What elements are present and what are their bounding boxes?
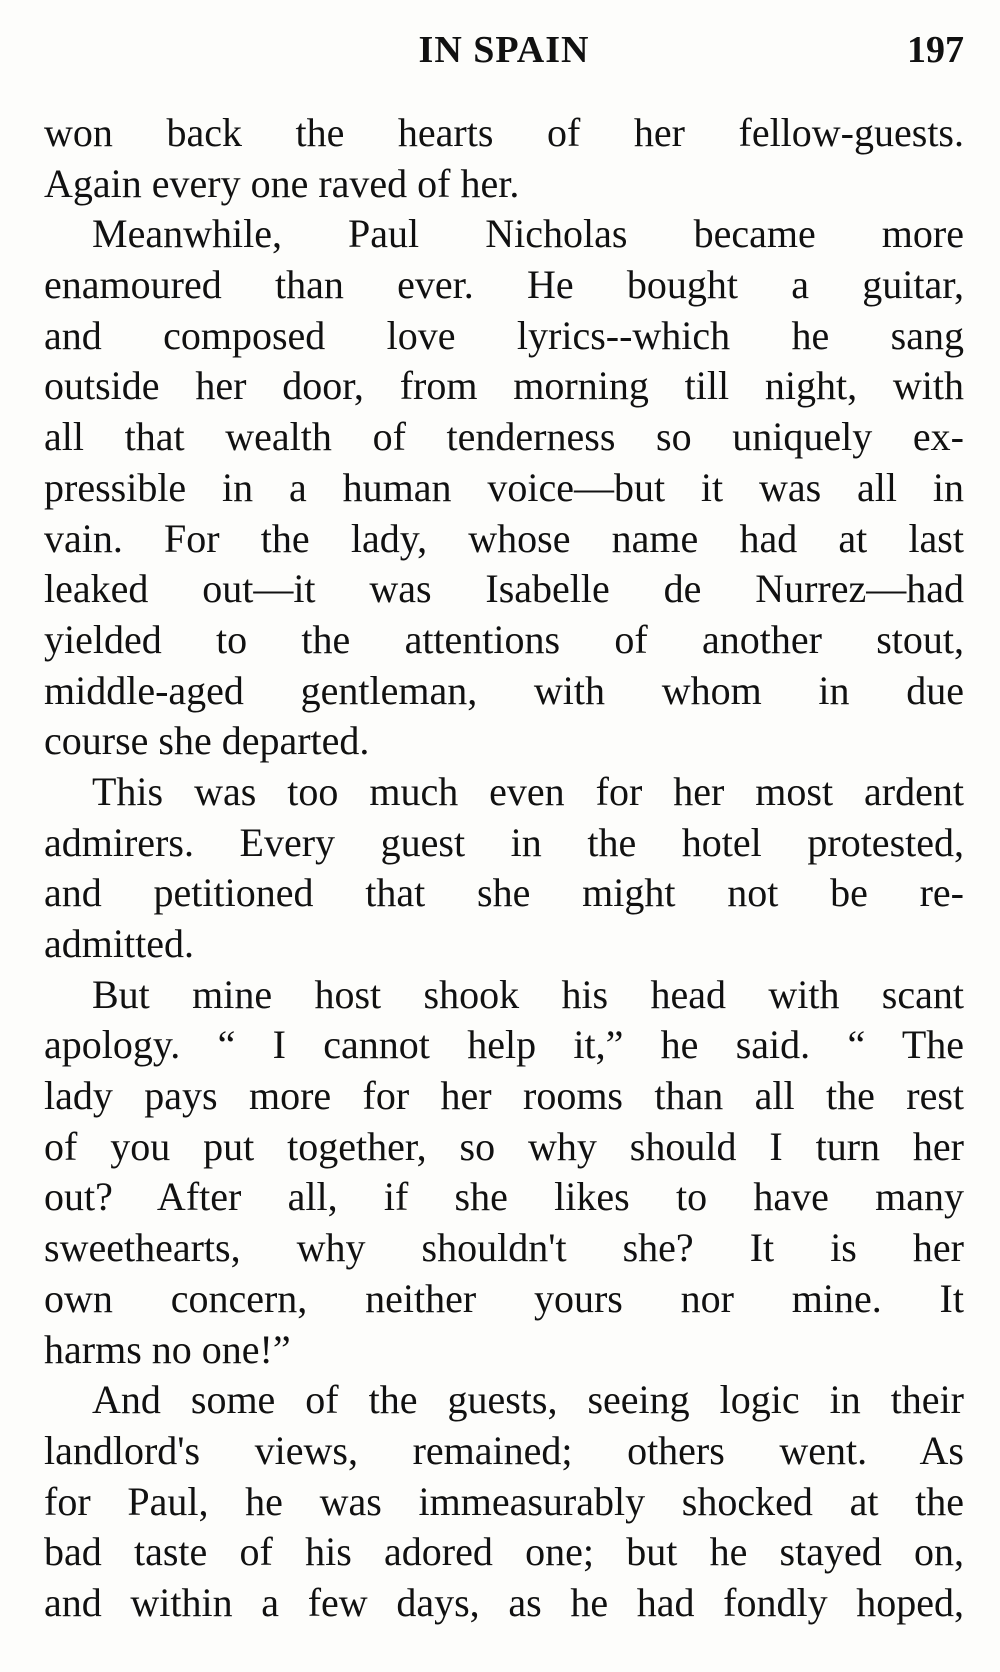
text-line: harms no one!” [44,1326,291,1372]
text-line: own concern, neither yours nor mine. It [44,1275,964,1321]
page-number: 197 [907,29,964,71]
text-line: landlord's views, remained; others went. As [44,1427,964,1473]
text-line: This was too much even for her most ardent [92,768,964,814]
text-line: of you put together, so why should I turn her [44,1123,964,1169]
running-head [44,22,964,72]
text-line: bad taste of his adored one; but he stayed on, [44,1529,964,1575]
text-line: and within a few days, as he had fondly hoped, [44,1579,964,1625]
text-line: Again every one raved of her. [44,160,520,206]
text-line: for Paul, he was immeasurably shocked at the [44,1478,964,1524]
text-line: all that wealth of tenderness so uniquely ex- [44,414,964,460]
text-line: sweethearts, why shouldn't she? It is her [44,1225,964,1271]
text-line: admirers. Every guest in the hotel protested, [44,819,964,865]
text-line: Meanwhile, Paul Nicholas became more [92,211,964,257]
text-line: enamoured than ever. He bought a guitar, [44,262,964,308]
text-line: apology. “ I cannot help it,” he said. “ The [44,1022,964,1068]
text-line: But mine host shook his head with scant [92,971,964,1017]
text-line: lady pays more for her rooms than all the rest [44,1073,964,1119]
text-line: middle-aged gentleman, with whom in due [44,667,964,713]
text-line: And some of the guests, seeing logic in their [92,1377,964,1423]
text-line: yielded to the attentions of another stout, [44,616,964,662]
text-line: vain. For the lady, whose name had at last [44,515,964,561]
text-line: won back the hearts of her fellow-guests. [44,110,964,155]
text-line: admitted. [44,921,194,966]
body-text [44,108,964,1629]
text-line: leaked out—it was Isabelle de Nurrez—had [44,566,964,612]
chapter-title: IN SPAIN [418,29,590,71]
text-line: and composed love lyrics--which he sang [44,312,964,358]
text-line: and petitioned that she might not be re- [44,870,964,916]
text-line: pressible in a human voice—but it was all in [44,464,964,510]
text-line: course she departed. [44,718,370,764]
text-line: out? After all, if she likes to have many [44,1174,964,1220]
text-line: outside her door, from morning till night, with [44,363,964,409]
